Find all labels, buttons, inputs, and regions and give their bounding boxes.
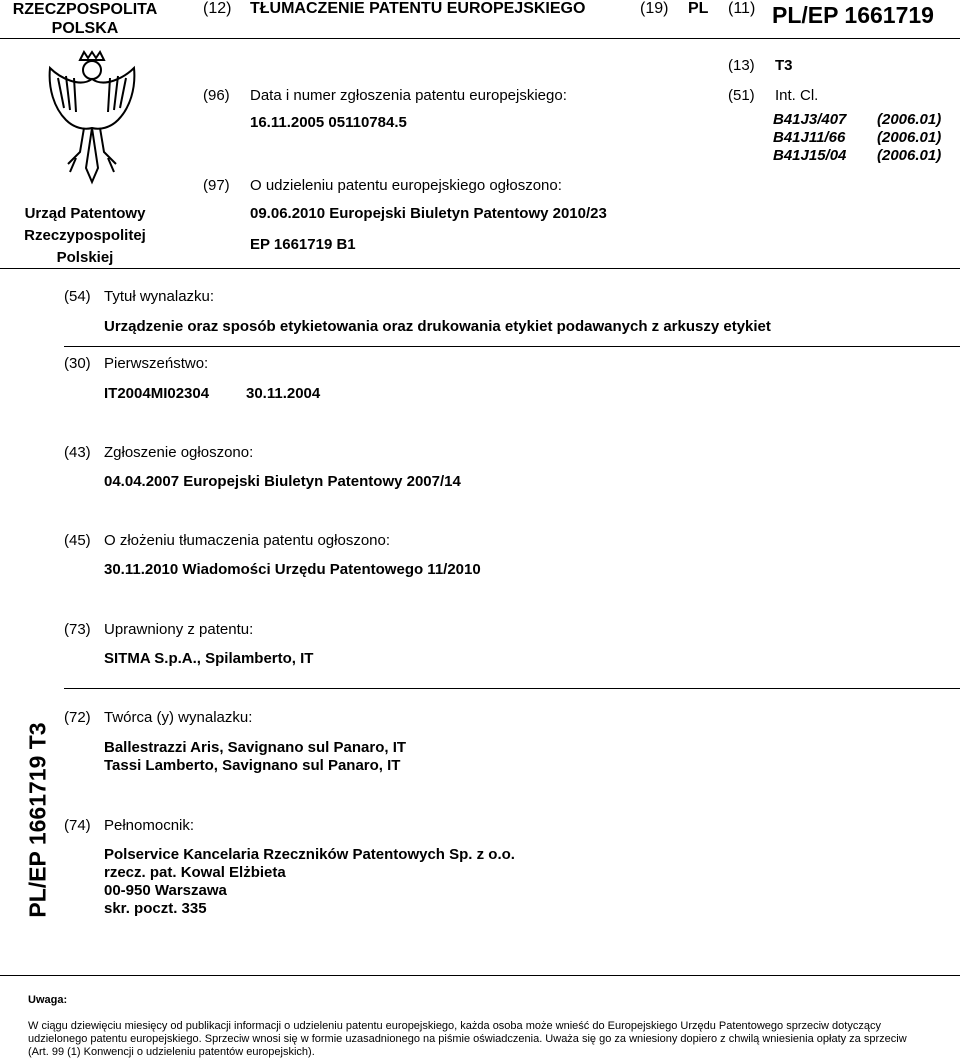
ipc-class-2: B41J11/66 xyxy=(773,129,846,146)
f51-label: Int. Cl. xyxy=(775,87,819,104)
f96-code: (96) xyxy=(203,87,230,104)
f72-label: Twórca (y) wynalazku: xyxy=(104,709,253,726)
attorney-line-3: 00-950 Warszawa xyxy=(104,882,227,899)
code-19: (19) xyxy=(640,0,669,17)
f45-label: O złożeniu tłumaczenia patentu ogłoszono: xyxy=(104,532,391,549)
country-code: PL xyxy=(688,0,709,17)
f97-value-bulletin: 09.06.2010 Europejski Biuletyn Patentowy 2010/23 xyxy=(250,205,607,222)
section-divider-2 xyxy=(64,346,960,347)
f51-code: (51) xyxy=(728,87,755,104)
office-name: Urząd Patentowy Rzeczypospolitej Polskiej xyxy=(24,205,146,266)
ipc-version-2: (2006.01) xyxy=(877,129,942,146)
polish-eagle-emblem xyxy=(40,48,140,188)
f73-code: (73) xyxy=(64,621,91,638)
ipc-class-1: B41J3/407 xyxy=(773,111,847,128)
f74-label: Pełnomocnik: xyxy=(104,817,195,834)
attorney-line-4: skr. poczt. 335 xyxy=(104,900,207,917)
f30-code: (30) xyxy=(64,355,91,372)
header-divider xyxy=(0,38,960,39)
section-divider-1 xyxy=(0,268,960,269)
f96-label: Data i numer zgłoszenia patentu europejskiego: xyxy=(250,87,567,104)
f97-label: O udzieleniu patentu europejskiego ogłoszono: xyxy=(250,177,562,194)
f96-value: 16.11.2005 05110784.5 xyxy=(250,114,407,131)
document-type: TŁUMACZENIE PATENTU EUROPEJSKIEGO xyxy=(250,0,586,17)
code-12: (12) xyxy=(203,0,232,17)
note-title: Uwaga: xyxy=(28,994,68,1006)
priority-date: 30.11.2004 xyxy=(246,385,321,402)
code-11: (11) xyxy=(728,0,756,17)
f30-label: Pierwszeństwo: xyxy=(104,355,209,372)
f97-value-ep: EP 1661719 B1 xyxy=(250,236,356,253)
ipc-version-1: (2006.01) xyxy=(877,111,942,128)
priority-number: IT2004MI02304 xyxy=(104,385,210,402)
attorney-line-2: rzecz. pat. Kowal Elżbieta xyxy=(104,864,286,881)
f43-label: Zgłoszenie ogłoszono: xyxy=(104,444,254,461)
patent-number: PL/EP 1661719 xyxy=(772,2,934,28)
note-text: W ciągu dziewięciu miesięcy od publikacji informacji o udzieleniu patentu europejskiego, każda osoba może wnieść do Europejskiego Urzędu Patentowego sprzeciw dotyczący udzielonego patentu europejskiego. Sprzeciw wnosi się w formie uzasadnionego na piśmie oświadczenia. Uważa się go za wniesiony dopiero z chwilą wniesienia opłaty za sprzeciw (Art. 99 (1) Konwencji o udzieleniu patentów europejskich). xyxy=(28,1020,907,1058)
f72-code: (72) xyxy=(64,709,91,726)
kind-code: T3 xyxy=(775,57,793,74)
ipc-class-3: B41J15/04 xyxy=(773,147,847,164)
inventor-2: Tassi Lamberto, Savignano sul Panaro, IT xyxy=(104,757,401,774)
f97-code: (97) xyxy=(203,177,230,194)
attorney-line-1: Polservice Kancelaria Rzeczników Patentowych Sp. z o.o. xyxy=(104,846,515,863)
f45-code: (45) xyxy=(64,532,91,549)
patent-holder: SITMA S.p.A., Spilamberto, IT xyxy=(104,650,314,667)
f43-value: 04.04.2007 Europejski Biuletyn Patentowy 2007/14 xyxy=(104,473,461,490)
f54-code: (54) xyxy=(64,288,91,305)
inventor-1: Ballestrazzi Aris, Savignano sul Panaro, IT xyxy=(104,739,407,756)
f45-value: 30.11.2010 Wiadomości Urzędu Patentowego 11/2010 xyxy=(104,561,481,578)
f73-label: Uprawniony z patentu: xyxy=(104,621,254,638)
ipc-version-3: (2006.01) xyxy=(877,147,942,164)
section-divider-3 xyxy=(64,688,960,689)
f54-label: Tytuł wynalazku: xyxy=(104,288,215,305)
side-patent-label: PL/EP 1661719 T3 xyxy=(24,722,51,918)
country-name: RZECZPOSPOLITA POLSKA xyxy=(12,1,158,37)
footer-divider xyxy=(0,975,960,976)
f74-code: (74) xyxy=(64,817,91,834)
f43-code: (43) xyxy=(64,444,91,461)
invention-title: Urządzenie oraz sposób etykietowania oraz drukowania etykiet podawanych z arkuszy etykiet xyxy=(104,318,771,335)
code-13: (13) xyxy=(728,57,755,74)
